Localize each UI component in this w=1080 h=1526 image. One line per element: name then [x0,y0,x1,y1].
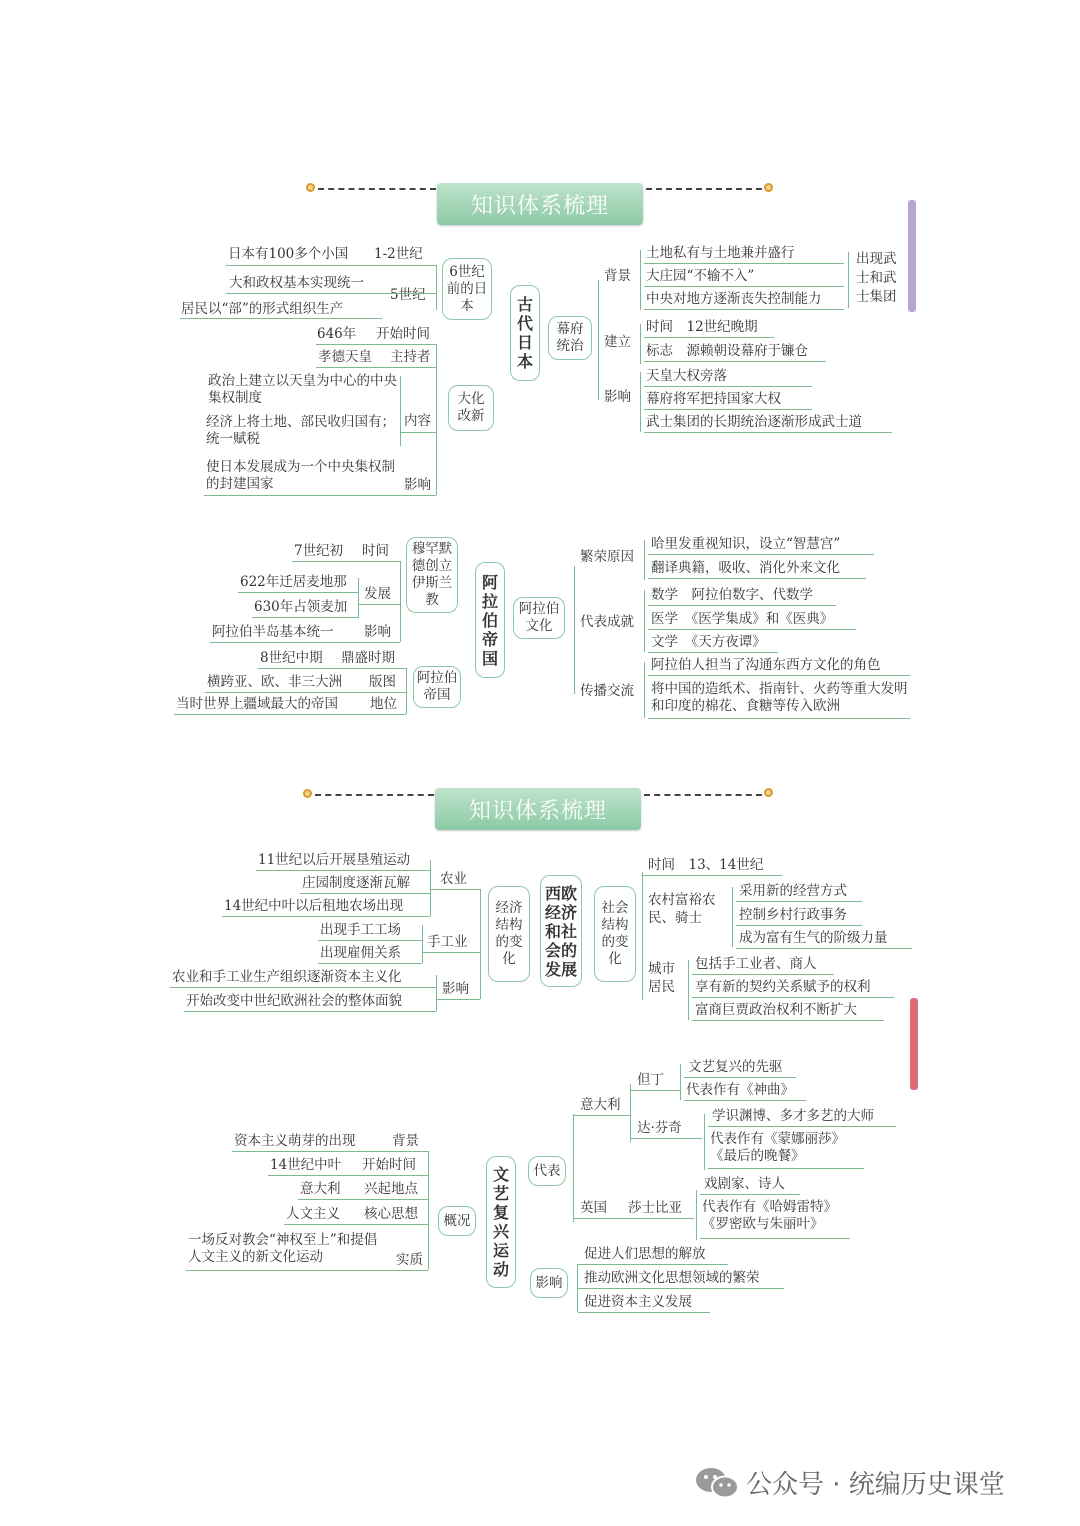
underline [644,286,844,287]
connector [630,1084,631,1142]
node-text: 7世纪初 [294,543,344,559]
node-text: 646年 [317,326,357,342]
underline [644,361,826,362]
underline [400,432,436,433]
node-text: 出现手工工场 [320,922,401,938]
branch-node [438,1206,476,1236]
node-text: 数学 阿拉伯数字、代数学 [651,587,813,603]
node-text: 代表成就 [580,614,634,630]
underline [284,1224,428,1225]
underline [644,386,812,387]
underline [238,592,358,593]
branch-label: 社会结构的变化 [601,900,629,967]
underline [700,1238,850,1239]
branch-node [530,1268,568,1298]
node-text: 繁荣原因 [580,549,634,565]
connector [640,324,641,364]
connector [436,975,437,1011]
branch-node [406,537,458,613]
header-right-dot [764,788,773,797]
node-text: 标志 源赖朝设幕府于镰仓 [646,343,808,359]
underline [430,889,480,890]
node-text: 医学 《医学集成》和《医典》 [651,611,834,627]
node-text: 中央对地方逐渐丧失控制能力 [646,291,822,307]
underline [644,263,844,264]
side-tab-purple [908,200,916,312]
underline [736,925,862,926]
node-text: 阿拉伯人担当了沟通东西方文化的角色 [651,657,881,673]
node-text: 推动欧洲文化思想领域的繁荣 [584,1270,760,1286]
underline [630,1138,702,1139]
underline [205,692,406,693]
node-text: 控制乡村行政事务 [739,907,847,923]
underline [574,1115,630,1116]
node-text: 享有新的契约关系赋予的权利 [695,979,871,995]
node-text: 横跨亚、欧、非三大洲 [207,674,342,690]
node-text: 主持者 [390,349,431,365]
connector [436,265,437,310]
connector [436,344,437,495]
node-text: 幕府将军把持国家大权 [646,391,781,407]
node-text: 英国 [580,1200,607,1216]
branch-label: 概况 [443,1212,471,1229]
node-text: 农业和手工业生产组织逐渐资本主义化 [172,969,402,985]
underline [648,718,910,719]
node-text: 出现雇佣关系 [320,945,401,961]
branch-label: 阿拉伯帝国 [416,670,458,703]
underline [648,675,910,676]
node-text: 达·芬奇 [637,1120,682,1136]
node-text: 时间 13、14世纪 [648,857,764,873]
side-tab-red [910,998,918,1090]
underline [226,293,436,294]
header-title-banner: 知识体系梳理 [437,183,643,225]
node-text: 代表作有《神曲》 [686,1082,794,1098]
connector [680,1064,681,1100]
node-text: 代表作有《蒙娜丽莎》《最后的晚餐》 [710,1131,845,1164]
underline [578,1288,784,1289]
connector [640,250,641,310]
node-text: 日本有100多个小国 [228,246,349,262]
node-text: 核心思想 [364,1206,418,1222]
connector [573,1114,574,1222]
connector [400,376,401,446]
node-text: 1-2世纪 [374,246,423,262]
node-text: 资本主义萌芽的出现 [234,1133,356,1149]
underline [736,901,862,902]
underline [692,974,834,975]
node-text: 开始改变中世纪欧洲社会的整体面貌 [186,993,402,1009]
underline [708,1126,896,1127]
underline [422,952,480,953]
node-text: 11世纪以后开展垦殖运动 [258,852,411,868]
underline [684,1077,796,1078]
connector [644,662,645,718]
underline [184,1011,436,1012]
header-right-dash [646,188,762,190]
underline [186,1270,428,1271]
connector [644,590,645,652]
connector [358,578,359,618]
node-text: 城市居民 [648,961,675,995]
connector [400,561,401,642]
node-text: 影响 [404,477,431,493]
underline [204,495,436,496]
node-text: 版图 [369,674,396,690]
underline [316,344,436,345]
branch-label: 代表 [533,1162,561,1179]
underline [692,1020,884,1021]
node-text: 政治上建立以天皇为中心的中央集权制度 [208,373,397,406]
node-text: 当时世界上疆域最大的帝国 [176,696,338,712]
connector [644,540,645,580]
node-text: 哈里发重视知识，设立“智慧宫” [651,536,841,552]
branch-node [488,886,530,982]
underline [736,948,912,949]
header-left-dash [318,188,436,190]
underline [268,1175,428,1176]
connector [428,1151,429,1270]
node-text: 出现武士和武士集团 [856,251,897,305]
node-text: 但丁 [637,1072,664,1088]
node-text: 天皇大权旁落 [646,368,727,384]
underline [258,668,406,669]
node-text: 成为富有生气的阶级力量 [739,930,888,946]
branch-node [548,316,592,360]
branch-label: 穆罕默德创立伊斯兰教 [411,541,453,608]
header-left-dot [303,789,312,798]
node-text: 经济上将土地、部民收归国有；统一赋税 [206,414,395,447]
branch-label: 幕府统治 [556,321,584,354]
underline [226,265,436,266]
connector [430,860,431,916]
branch-node [594,886,636,982]
underline [644,432,892,433]
node-text: 意大利 [300,1181,341,1197]
connector [406,668,407,714]
underline [318,963,422,964]
node-text: 大庄园“不输不入” [646,268,755,284]
branch-node [448,385,494,431]
node-text: 大和政权基本实现统一 [229,275,364,291]
node-text: 代表作有《哈姆雷特》《罗密欧与朱丽叶》 [702,1199,837,1232]
node-text: 土地私有与土地兼并盛行 [646,245,795,261]
header-left-dot [306,183,315,192]
connector [732,887,733,947]
node-text: 背景 [392,1133,419,1149]
header-title-banner: 知识体系梳理 [435,788,641,830]
wechat-icon [694,1464,740,1502]
node-text: 一场反对教会“神权至上”和提倡人文主义的新文化运动 [188,1232,378,1265]
node-text: 鼎盛时期 [341,650,395,666]
node-text: 影响 [364,624,391,640]
node-text: 孝德天皇 [318,349,372,365]
center-label: 古 代 日 本 [516,295,533,371]
node-text: 630年占领麦加 [254,599,348,615]
node-text: 意大利 [580,1097,621,1113]
node-text: 实质 [396,1252,423,1268]
connector [704,1114,705,1170]
connector [480,889,481,999]
node-text: 包括手工业者、商人 [695,956,817,972]
node-text: 开始时间 [376,326,430,342]
node-text: 时间 12世纪晚期 [646,319,758,335]
underline [692,997,894,998]
center-node [486,1156,516,1288]
connector [422,925,423,963]
underline [630,1090,680,1091]
underline [578,1264,728,1265]
underline [170,987,436,988]
underline [684,1100,806,1101]
node-text: 背景 [604,268,631,284]
underline [292,561,400,562]
node-text: 将中国的造纸术、指南针、火药等重大发明和印度的棉花、食糖等传入欧洲 [651,681,908,714]
underline [648,629,856,630]
underline [644,337,774,338]
connector [574,566,575,694]
node-text: 文学 《天方夜谭》 [651,634,766,650]
node-text: 兴起地点 [364,1181,418,1197]
connector [848,252,849,308]
watermark-text: 公众号 · 统编历史课堂 [746,1470,1005,1500]
connector [642,872,643,1000]
branch-label: 影响 [535,1274,563,1291]
underline [358,604,400,605]
node-text: 手工业 [427,934,468,950]
branch-node [513,597,565,639]
underline [578,1312,710,1313]
underline [180,318,382,319]
underline [436,999,480,1000]
node-text: 14世纪中叶 [270,1157,342,1173]
center-node [510,285,540,381]
node-text: 莎士比亚 [628,1200,682,1216]
node-text: 文艺复兴的先驱 [688,1059,783,1075]
node-text: 5世纪 [390,287,426,303]
underline [700,1194,800,1195]
node-text: 戏剧家、诗人 [704,1176,785,1192]
underline [222,916,430,917]
node-text: 人文主义 [286,1206,340,1222]
node-text: 采用新的经营方式 [739,883,847,899]
branch-label: 6世纪前的日本 [446,263,488,314]
connector [598,280,599,400]
underline [318,940,422,941]
branch-node [413,666,461,708]
node-text: 居民以“部”的形式组织生产 [181,301,344,317]
underline [316,367,436,368]
connector [640,372,641,432]
branch-node [442,258,492,320]
node-text: 庄园制度逐渐瓦解 [302,875,410,891]
underline [256,870,430,871]
node-text: 促进人们思想的解放 [584,1246,706,1262]
header-left-dash [315,794,434,796]
connector [688,960,689,1020]
underline [708,1168,864,1169]
node-text: 富商巨贾政治权利不断扩大 [695,1002,857,1018]
underline [210,642,400,643]
underline [300,893,430,894]
node-text: 使日本发展成为一个中央集权制的封建国家 [206,459,395,492]
node-text: 建立 [604,334,631,350]
node-text: 促进资本主义发展 [584,1294,692,1310]
underline [232,1151,428,1152]
node-text: 622年迁居麦地那 [240,574,347,590]
underline [574,1218,694,1219]
node-text: 学识渊博、多才多艺的大师 [712,1108,874,1124]
center-node [540,875,582,987]
underline [648,578,866,579]
node-text: 翻译典籍，吸收、消化外来文化 [651,560,840,576]
node-text: 开始时间 [362,1157,416,1173]
node-text: 影响 [442,981,469,997]
center-node [475,562,505,678]
node-text: 农业 [440,871,467,887]
center-label: 阿 拉 伯 帝 国 [481,572,498,668]
branch-label: 阿拉伯文化 [518,601,560,634]
node-text: 影响 [604,389,631,405]
underline [252,617,358,618]
underline [174,714,406,715]
header-right-dash [644,794,762,796]
center-label: 西欧经济和社会的发展 [544,883,577,979]
center-label: 文 艺 复 兴 运 动 [492,1165,509,1279]
node-text: 阿拉伯半岛基本统一 [212,624,334,640]
branch-label: 大化改新 [457,391,485,424]
underline [648,605,836,606]
underline [642,875,782,876]
branch-node [528,1156,566,1186]
header-right-dot [764,183,773,192]
underline [648,652,778,653]
connector [696,1190,697,1240]
node-text: 14世纪中叶以后租地农场出现 [224,898,404,914]
underline [298,1199,428,1200]
node-text: 内容 [404,413,431,429]
underline [644,309,844,310]
underline [644,409,812,410]
branch-label: 经济结构的变化 [495,900,523,967]
node-text: 武士集团的长期统治逐渐形成武士道 [646,414,862,430]
node-text: 农村富裕农民、骑士 [648,892,716,926]
node-text: 8世纪中期 [260,650,323,666]
node-text: 发展 [364,586,391,602]
node-text: 传播交流 [580,683,634,699]
underline [648,554,874,555]
node-text: 地位 [370,696,397,712]
node-text: 时间 [362,543,389,559]
